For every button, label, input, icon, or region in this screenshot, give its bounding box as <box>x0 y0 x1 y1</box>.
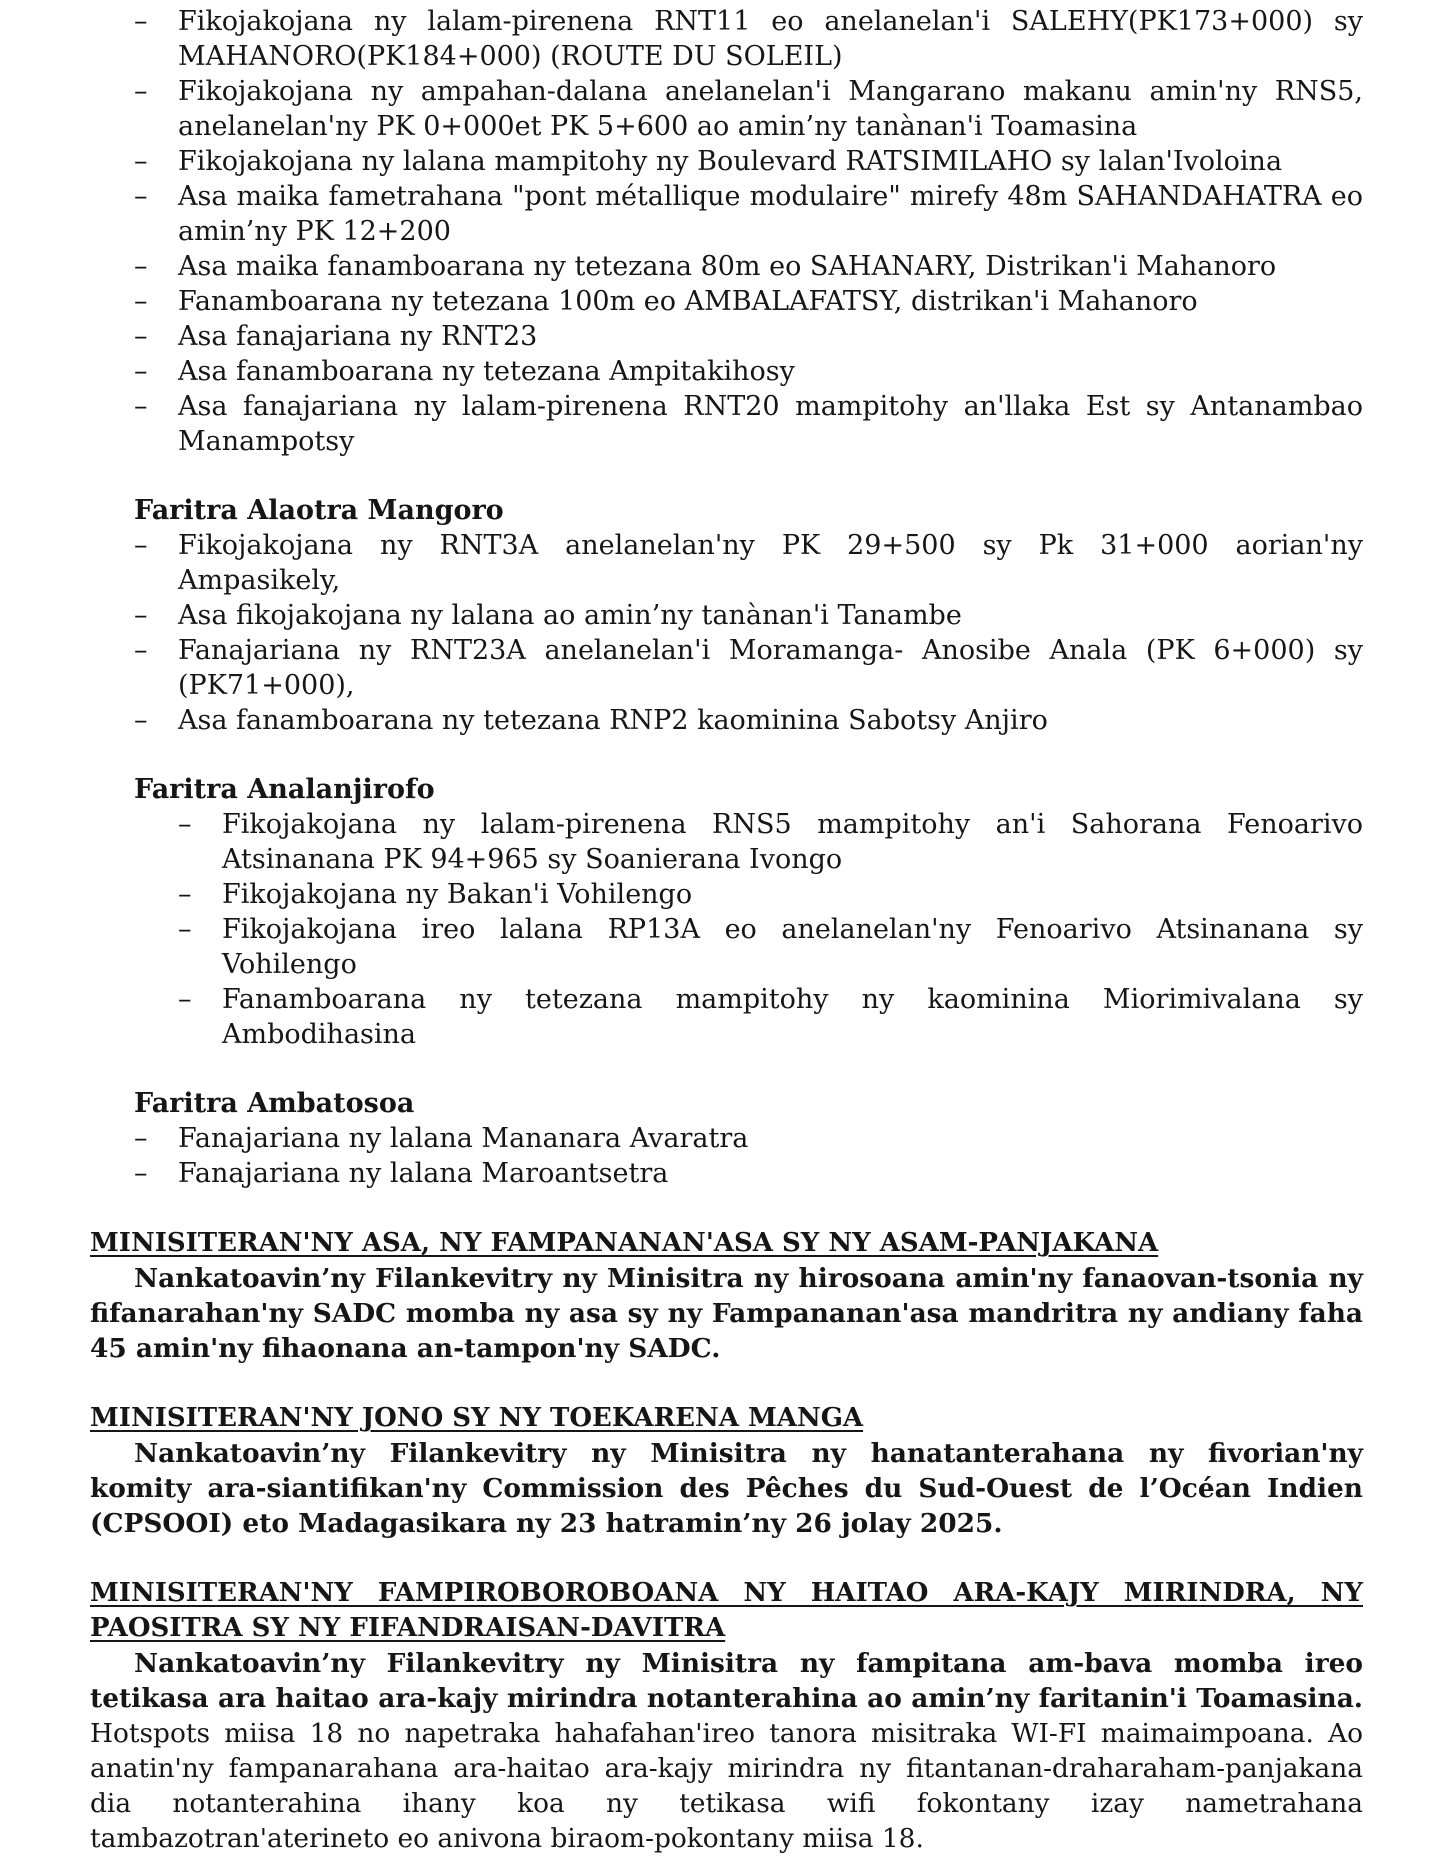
ministry-paragraph-fisheries <box>90 1436 1363 1541</box>
list-item <box>90 389 1363 459</box>
list-item-text: Fikojakojana ny ampahan-dalana anelanelan'i Mangarano makanu amin'ny RNS5, anelanelan'ny PK 0+000et PK 5+600 ao amin’ny tanànan'i Toamasina <box>178 76 1363 142</box>
document-content <box>90 4 1363 1856</box>
alaotra-works-list <box>90 528 1363 738</box>
list-item-text: Fanajariana ny RNT23A anelanelan'i Moramanga- Anosibe Anala (PK 6+000) sy (PK71+000), <box>178 635 1363 701</box>
dash-bullet: – <box>178 879 192 910</box>
list-item <box>90 74 1363 144</box>
list-item <box>90 284 1363 319</box>
list-item <box>90 877 1363 912</box>
dash-bullet: – <box>134 635 148 666</box>
paragraph-bold-text: Nankatoavin’ny Filankevitry ny Minisitra ny hanatanterahana ny fivorian'ny komity ara-siantifikan'ny Commission des Pêches du Sud-Ouest de l’Océan Indien (CPSOOI) eto Madagasikara ny 23 hatramin’ny 26 jolay 2025. <box>90 1438 1363 1539</box>
dash-bullet: – <box>134 146 148 177</box>
list-item <box>90 4 1363 74</box>
list-item-text: Fikojakojana ireo lalana RP13A eo anelanelan'ny Fenoarivo Atsinanana sy Vohilengo <box>222 914 1363 980</box>
list-item <box>90 144 1363 179</box>
list-item <box>90 912 1363 982</box>
dash-bullet: – <box>134 391 148 422</box>
dash-bullet: – <box>134 530 148 561</box>
list-item-text: Fanajariana ny lalana Maroantsetra <box>178 1158 669 1189</box>
list-item-text: Asa fanajariana ny lalam-pirenena RNT20 mampitohy an'llaka Est sy Antanambao Manampotsy <box>178 391 1363 457</box>
region-title-alaotra: Faritra Alaotra Mangoro <box>134 495 504 526</box>
list-item <box>90 982 1363 1052</box>
list-item <box>90 633 1363 703</box>
list-item <box>90 249 1363 284</box>
list-item <box>90 319 1363 354</box>
list-item-text: Fikojakojana ny Bakan'i Vohilengo <box>222 879 693 910</box>
dash-bullet: – <box>134 1158 148 1189</box>
list-item-text: Asa fanamboarana ny tetezana RNP2 kaominina Sabotsy Anjiro <box>178 705 1048 736</box>
ministry-title-fisheries: MINISITERAN'NY JONO SY NY TOEKARENA MANGA <box>90 1403 864 1433</box>
paragraph-bold-text: Nankatoavin’ny Filankevitry ny Minisitra ny hirosoana amin'ny fanaovan-tsonia ny fifanarahan'ny SADC momba ny asa sy ny Fampananan'asa mandritra ny andiany faha 45 amin'ny fihaonana an-tampon'ny SADC. <box>90 1263 1363 1364</box>
list-item-text: Asa maika fametrahana "pont métallique modulaire" mirefy 48m SAHANDAHATRA eo amin’ny PK 12+200 <box>178 181 1363 247</box>
dash-bullet: – <box>134 181 148 212</box>
paragraph-bold-text: Nankatoavin’ny Filankevitry ny Minisitra ny fampitana am-bava momba ireo tetikasa ara haitao ara-kajy mirindra notanterahina ao amin’ny faritanin'i Toamasina. <box>90 1648 1363 1714</box>
ministry-title-labour: MINISITERAN'NY ASA, NY FAMPANANAN'ASA SY NY ASAM-PANJAKANA <box>90 1228 1159 1258</box>
region-title-ambatosoa: Faritra Ambatosoa <box>134 1088 415 1119</box>
list-item <box>90 354 1363 389</box>
dash-bullet: – <box>134 286 148 317</box>
list-item-text: Fanajariana ny lalana Mananara Avaratra <box>178 1123 749 1154</box>
list-item-text: Fikojakojana ny RNT3A anelanelan'ny PK 29+500 sy Pk 31+000 aorian'ny Ampasikely, <box>178 530 1363 596</box>
dash-bullet: – <box>134 705 148 736</box>
list-item-text: Fikojakojana ny lalam-pirenena RNS5 mampitohy an'i Sahorana Fenoarivo Atsinanana PK 94+965 sy Soanierana Ivongo <box>222 809 1363 875</box>
list-item <box>90 1121 1363 1156</box>
list-item-text: Fikojakojana ny lalam-pirenena RNT11 eo anelanelan'i SALEHY(PK173+000) sy MAHANORO(PK184+000) (ROUTE DU SOLEIL) <box>178 6 1363 72</box>
dash-bullet: – <box>178 984 192 1015</box>
list-item-text: Asa fanajariana ny RNT23 <box>178 321 538 352</box>
dash-bullet: – <box>134 6 148 37</box>
list-item-text: Fanamboarana ny tetezana mampitohy ny kaominina Miorimivalana sy Ambodihasina <box>222 984 1363 1050</box>
dash-bullet: – <box>134 1123 148 1154</box>
list-item <box>90 807 1363 877</box>
list-item-text: Asa fanamboarana ny tetezana Ampitakihosy <box>178 356 795 387</box>
dash-bullet: – <box>134 356 148 387</box>
ministry-title-digital: MINISITERAN'NY FAMPIROBOROBOANA NY HAITAO ARA-KAJY MIRINDRA, NY PAOSITRA SY NY FIFANDRAISAN-DAVITRA <box>90 1578 1363 1643</box>
list-item <box>90 1156 1363 1191</box>
dash-bullet: – <box>178 809 192 840</box>
dash-bullet: – <box>134 76 148 107</box>
dash-bullet: – <box>134 600 148 631</box>
ministry-paragraph-digital <box>90 1646 1363 1856</box>
toamasina-works-list <box>90 4 1363 459</box>
list-item-text: Fanamboarana ny tetezana 100m eo AMBALAFATSY, distrikan'i Mahanoro <box>178 286 1198 317</box>
list-item <box>90 703 1363 738</box>
paragraph-normal-text: Hotspots miisa 18 no napetraka hahafahan'ireo tanora misitraka WI-FI maimaimpoana. Ao anatin'ny fampanarahana ara-haitao ara-kajy mirindra ny fitantanan-draharaham-panjakana dia notanterahina ihany koa ny tetikasa wifi fokontany izay nametrahana tambazotran'aterineto eo anivona biraom-pokontany miisa 18. <box>90 1718 1363 1854</box>
analanjirofo-works-list <box>90 807 1363 1052</box>
dash-bullet: – <box>134 251 148 282</box>
list-item-text: Asa maika fanamboarana ny tetezana 80m eo SAHANARY, Distrikan'i Mahanoro <box>178 251 1277 282</box>
dash-bullet: – <box>178 914 192 945</box>
ministry-paragraph-labour <box>90 1261 1363 1366</box>
ambatosoa-works-list <box>90 1121 1363 1191</box>
region-title-analanjirofo: Faritra Analanjirofo <box>134 774 435 805</box>
list-item-text: Fikojakojana ny lalana mampitohy ny Boulevard RATSIMILAHO sy lalan'Ivoloina <box>178 146 1283 177</box>
dash-bullet: – <box>134 321 148 352</box>
list-item-text: Asa fikojakojana ny lalana ao amin’ny tanànan'i Tanambe <box>178 600 962 631</box>
list-item <box>90 179 1363 249</box>
list-item <box>90 528 1363 598</box>
list-item <box>90 598 1363 633</box>
